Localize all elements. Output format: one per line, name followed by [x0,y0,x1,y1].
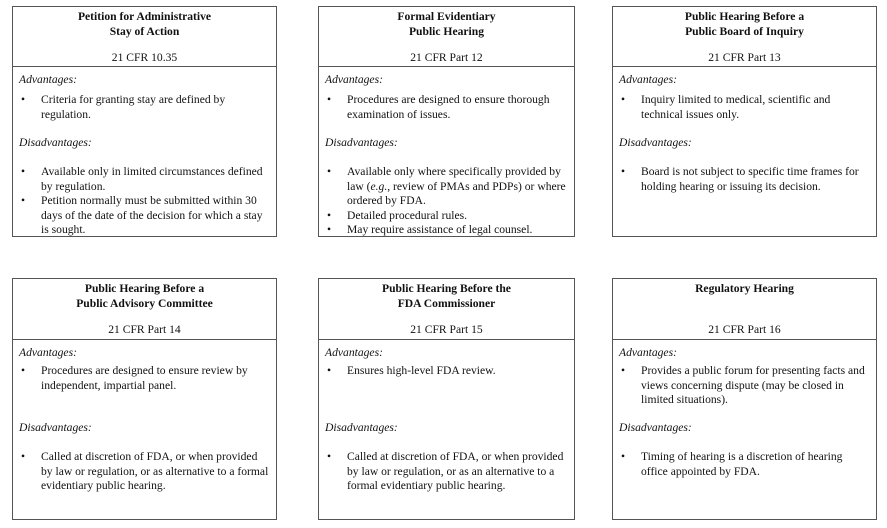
title-line: Formal Evidentiary [397,10,496,23]
title-line: Public Hearing Before the [382,282,511,295]
disadvantages-label: Disadvantages: [325,136,398,149]
advantages-label: Advantages: [325,346,383,359]
box-header [319,279,574,340]
advantages-list [13,93,270,122]
list-item [319,165,568,209]
text-part: e.g. [370,179,388,193]
cfr-citation: 21 CFR Part 16 [708,323,781,336]
title-line: Public Advisory Committee [76,296,213,310]
disadvantages-list [13,450,270,494]
list-item: • Petition normally must be submitted within 30 days of the date of the decision for which a stay is sought. [13,194,270,238]
disadvantages-label: Disadvantages: [619,421,692,434]
disadvantages-list [613,165,870,194]
advantages-list [13,364,270,393]
list-item: • Provides a public forum for presenting facts and views concerning dispute (may be closed in limited situations). [613,364,870,408]
title-line: Petition for Administrative [77,10,212,23]
list-item: • Procedures are designed to ensure thorough examination of issues. [319,93,568,122]
disadvantages-label: Disadvantages: [19,421,92,434]
list-item: • Called at discretion of FDA, or when provided by law or regulation, or as alternative to a formal evidentiary public hearing. [13,450,270,494]
advantages-list [319,364,568,379]
cfr-citation: 21 CFR Part 14 [108,323,181,336]
advantages-label: Advantages: [619,73,677,86]
cfr-citation: 21 CFR Part 13 [708,51,781,64]
text-part: Available only where specifically provided by law ( [347,165,561,193]
advantages-label: Advantages: [325,73,383,86]
advantages-list [613,364,870,408]
cfr-citation: 21 CFR Part 15 [410,323,483,336]
title-line: Stay of Action [109,24,180,38]
title-line: FDA Commissioner [397,296,496,310]
list-item: • Timing of hearing is a discretion of hearing office appointed by FDA. [613,450,870,479]
hearing-box [318,278,575,520]
hearing-box [318,6,575,237]
hearing-box [612,278,877,520]
hearing-box [12,278,277,520]
disadvantages-list [319,450,568,494]
box-header [613,7,876,67]
list-item: • Ensures high-level FDA review. [319,364,568,379]
hearing-box [12,6,277,237]
cfr-citation: 21 CFR 10.35 [111,51,178,64]
box-title [613,282,876,297]
disadvantages-list [13,165,270,238]
title-line: Public Hearing [408,24,485,38]
disadvantages-label: Disadvantages: [325,421,398,434]
box-title [13,282,276,311]
hearing-box [612,6,877,237]
disadvantages-label: Disadvantages: [619,136,692,149]
cfr-citation: 21 CFR Part 12 [410,51,483,64]
title-line: Public Hearing Before a [84,282,205,295]
list-item: • Inquiry limited to medical, scientific and technical issues only. [613,93,870,122]
box-header [13,7,276,67]
advantages-list [613,93,870,122]
box-title [613,10,876,39]
list-item: • Detailed procedural rules. [319,209,568,224]
list-item: • Available only in limited circumstances defined by regulation. [13,165,270,194]
box-title [13,10,276,39]
advantages-label: Advantages: [19,73,77,86]
box-header [319,7,574,67]
disadvantages-list [319,165,568,238]
list-item: • Called at discretion of FDA, or when provided by law or regulation, or as an alternative to a formal evidentiary public hearing. [319,450,568,494]
box-header [13,279,276,340]
list-item: • Board is not subject to specific time frames for holding hearing or issuing its decision. [613,165,870,194]
title-line: Regulatory Hearing [695,282,794,295]
list-item: • Procedures are designed to ensure review by independent, impartial panel. [13,364,270,393]
box-title [319,282,574,311]
box-title [319,10,574,39]
disadvantages-label: Disadvantages: [19,136,92,149]
advantages-label: Advantages: [619,346,677,359]
title-line: Public Board of Inquiry [685,24,804,38]
advantages-label: Advantages: [19,346,77,359]
box-header [613,279,876,340]
list-item: • Criteria for granting stay are defined by regulation. [13,93,270,122]
list-item: • May require assistance of legal counsel. [319,223,568,238]
title-line: Public Hearing Before a [684,10,805,23]
advantages-list [319,93,568,122]
disadvantages-list [613,450,870,479]
text-part: , review of PMAs and PDPs) or where ordered by FDA. [347,179,566,207]
